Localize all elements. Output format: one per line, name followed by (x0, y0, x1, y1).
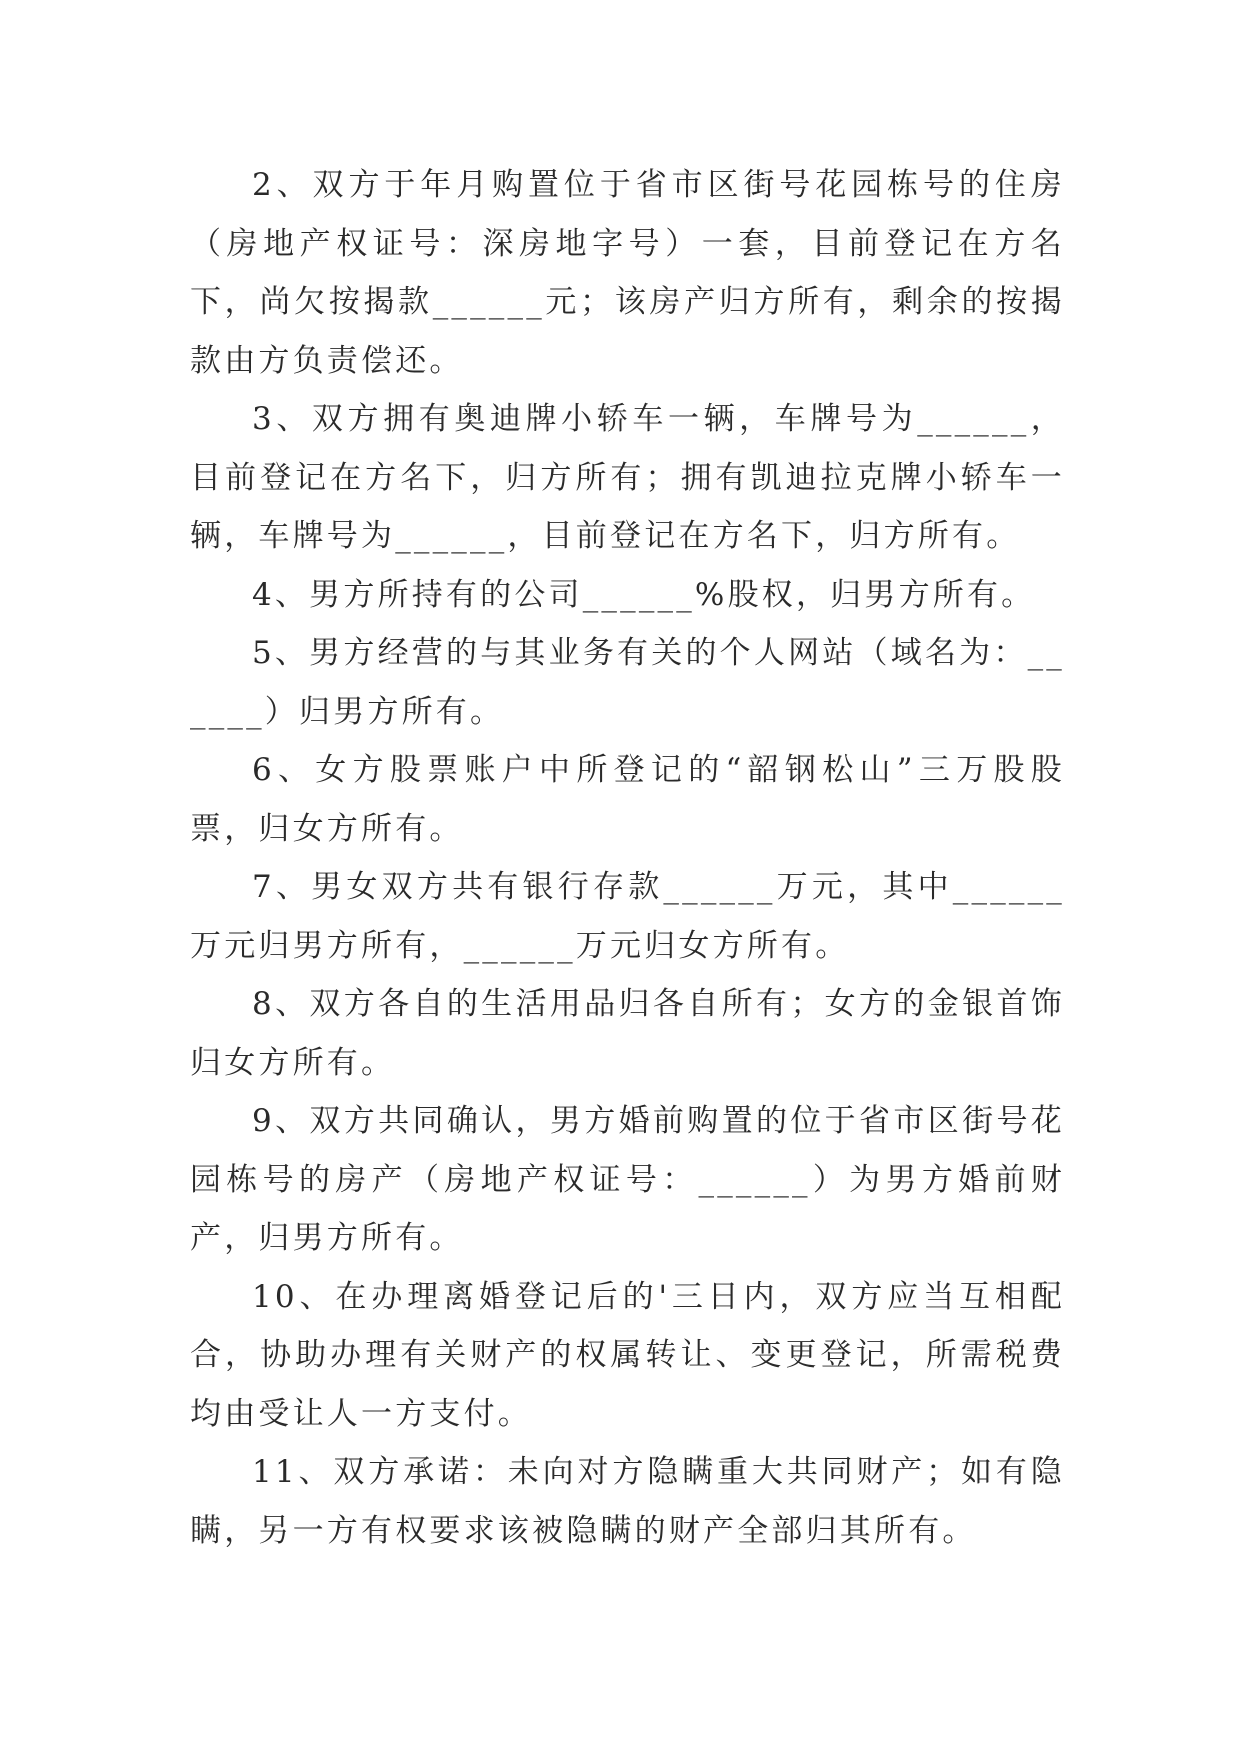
clause-4: 4、男方所持有的公司______%股权，归男方所有。 (252, 576, 1036, 613)
clause-8: 8、双方各自的生活用品归各自所有；女方的金银首饰归女方所有。 (190, 986, 1065, 1081)
clause-2: 2、双方于年月购置位于省市区街号花园栋号的住房（房地产权证号：深房地字号）一套，目前登记在方名下，尚欠按揭款______元；该房产归方所有，剩余的按揭款由方负责偿还。 (190, 167, 1065, 379)
clause-11: 11、双方承诺：未向对方隐瞒重大共同财产；如有隐瞒，另一方有权要求该被隐瞒的财产全部归其所有。 (190, 1454, 1065, 1549)
clause-9: 9、双方共同确认，男方婚前购置的位于省市区街号花园栋号的房产（房地产权证号：______）为男方婚前财产，归男方所有。 (190, 1103, 1065, 1256)
clause-7: 7、男女双方共有银行存款______万元，其中______万元归男方所有，______万元归女方所有。 (190, 869, 1065, 964)
clause-10: 10、在办理离婚登记后的'三日内，双方应当互相配合，协助办理有关财产的权属转让、变更登记，所需税费均由受让人一方支付。 (190, 1278, 1065, 1432)
clause-3: 3、双方拥有奥迪牌小轿车一辆，车牌号为______，目前登记在方名下，归方所有；拥有凯迪拉克牌小轿车一辆，车牌号为______，目前登记在方名下，归方所有。 (190, 401, 1065, 554)
clause-5: 5、男方经营的与其业务有关的个人网站（域名为：______）归男方所有。 (190, 635, 1065, 730)
clause-6: 6、女方股票账户中所登记的“韶钢松山”三万股股票，归女方所有。 (190, 752, 1065, 847)
document-body (190, 156, 1065, 1560)
